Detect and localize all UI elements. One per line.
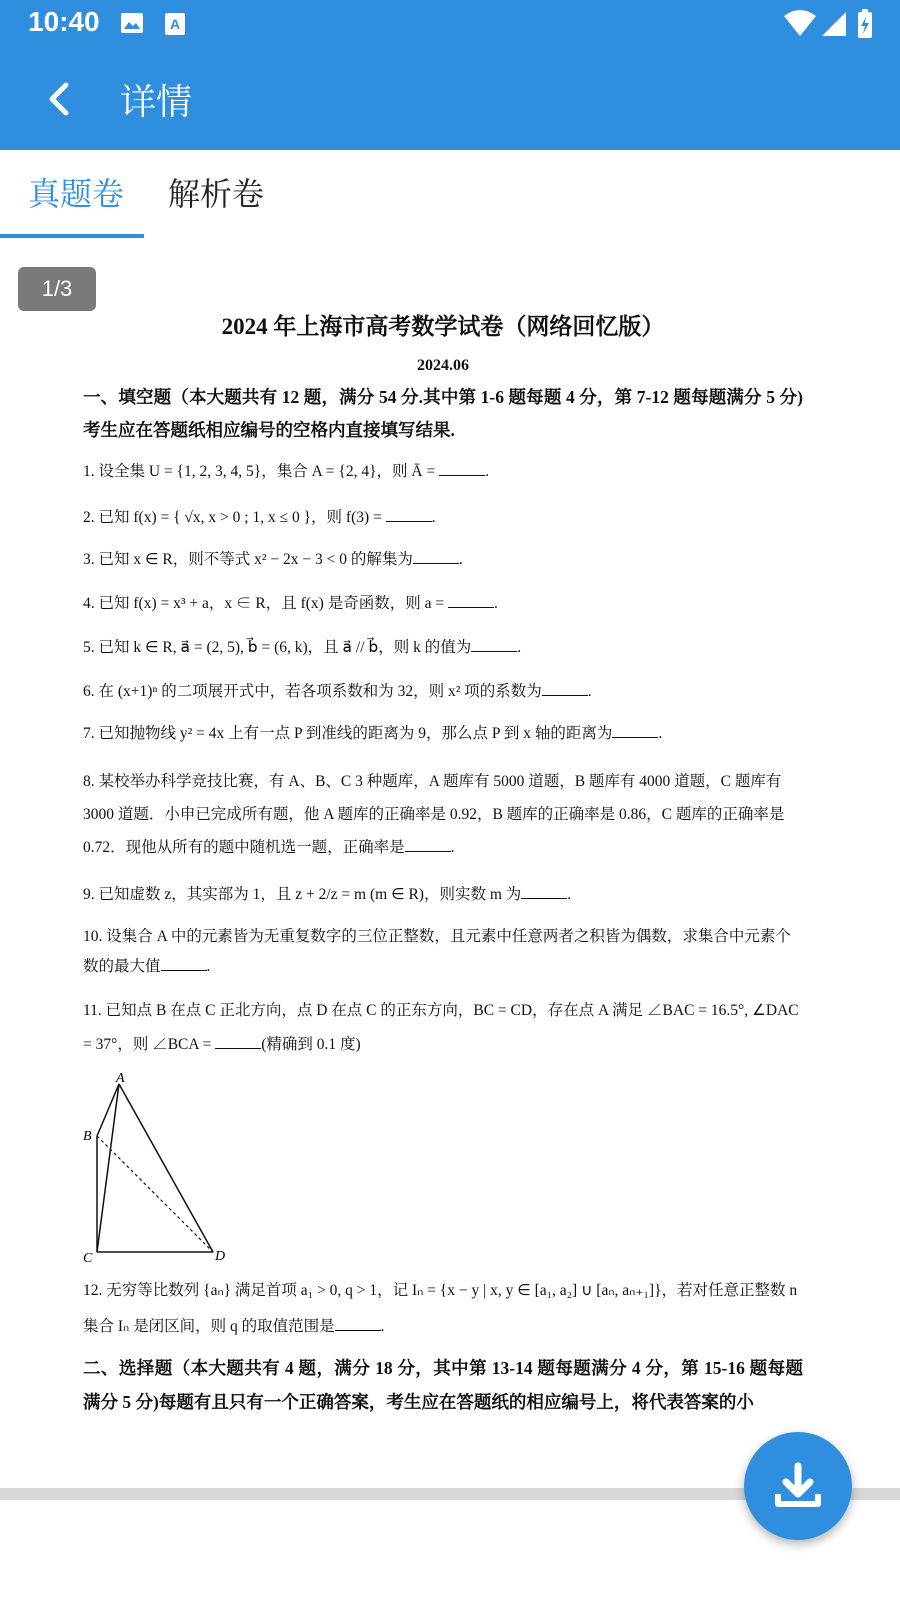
page-title: 详情 [120, 82, 193, 123]
title-bar [0, 56, 900, 140]
tab-bar [0, 150, 900, 240]
svg-text:A: A [169, 16, 181, 32]
back-arrow-icon [44, 82, 74, 116]
triangle-figure [83, 1072, 803, 1267]
question-11: 11. 已知点 B 在点 C 正北方向，点 D 在点 C 的正东方向，BC = CD，存在点 A 满足 ∠BAC = 16.5°, ∠DAC = 37°，则 ∠BCA = (精确到 0.1 度) [83, 1002, 799, 1053]
section-heading-fill: 一、填空题（本大题共有 12 题，满分 54 分.其中第 1-6 题每题 4 分，第 7-12 题每题满分 5 分)考生应在答题纸相应编号的空格内直接填写结果. [83, 387, 803, 440]
tab-indicator [0, 234, 144, 238]
document-title: 2024 年上海市高考数学试卷（网络回忆版） [221, 314, 665, 339]
status-time: 10:40 [28, 6, 100, 37]
exam-page [83, 298, 803, 1419]
question-5: 5. 已知 k ∈ R, a⃗ = (2, 5), b⃗ = (6, k)，且 a⃗ // b⃗，则 k 的值为 . [83, 639, 522, 656]
image-icon [120, 12, 144, 38]
vertex-b: B [83, 1129, 92, 1144]
vertex-a: A [116, 1072, 125, 1086]
back-button[interactable] [34, 74, 84, 124]
download-icon [772, 1460, 824, 1512]
question-8: 8. 某校举办科学竞技比赛，有 A、B、C 3 种题库，A 题库有 5000 道题，B 题库有 4000 道题，C 题库有 3000 道题．小申已完成所有题，他 A 题库的正确率是 0.92，B 题库的正确率是 0.86，C 题库的正确率是 0.72．现他从所有的题中随机选一题，正确率是 . [83, 773, 785, 856]
question-9: 9. 已知虚数 z，其实部为 1，且 z + 2/z = m (m ∈ R)，则实数 m 为 . [83, 886, 572, 903]
question-6: 6. 在 (x+1)ⁿ 的二项展开式中，若各项系数和为 32，则 x² 项的系数为 . [83, 683, 592, 700]
download-button[interactable] [744, 1432, 852, 1540]
status-icons [782, 8, 882, 40]
signal-icon [822, 12, 846, 36]
page-indicator: 1/3 [18, 267, 96, 311]
status-bar [0, 0, 900, 48]
question-1: 1. 设全集 U = {1, 2, 3, 4, 5}，集合 A = {2, 4}，则 Ā = . [83, 463, 489, 480]
document-date: 2024.06 [417, 357, 469, 374]
app-bar [0, 0, 900, 150]
question-2: 2. 已知 f(x) = { √x, x > 0 ; 1, x ≤ 0 }，则 f(3) = . [83, 509, 436, 526]
vertex-c: C [83, 1251, 93, 1262]
status-right [782, 8, 882, 44]
question-7: 7. 已知抛物线 y² = 4x 上有一点 P 到准线的距离为 9，那么点 P 到 x 轴的距离为 . [83, 725, 663, 742]
document-viewer[interactable] [0, 240, 900, 1512]
tab-real-exam[interactable]: 真题卷 [28, 175, 125, 213]
wifi-icon [784, 10, 816, 36]
question-12: 12. 无穷等比数列 {aₙ} 满足首项 a₁ > 0, q > 1，记 Iₙ = {x − y | x, y ∈ [a₁, a₂] ∪ [aₙ, aₙ₊₁]}，若对任意正整数 n 集合 Iₙ 是闭区间，则 q 的取值范围是 . [83, 1282, 798, 1335]
tab-analysis[interactable]: 解析卷 [168, 175, 265, 213]
text-a-icon [164, 12, 186, 40]
question-4: 4. 已知 f(x) = x³ + a，x ∈ R，且 f(x) 是奇函数，则 a = . [83, 595, 498, 612]
question-3: 3. 已知 x ∈ R，则不等式 x² − 2x − 3 < 0 的解集为 . [83, 551, 463, 568]
question-10: 10. 设集合 A 中的元素皆为无重复数字的三位正整数，且元素中任意两者之积皆为偶数，求集合中元素个数的最大值 . [83, 928, 791, 975]
section-heading-choice: 二、选择题（本大题共有 4 题，满分 18 分，其中第 13-14 题每题满分 4 分，第 15-16 题每题满分 5 分)每题有且只有一个正确答案，考生应在答题纸的相应编号上，将代表答案的小 [83, 1358, 803, 1412]
vertex-d: D [215, 1249, 226, 1262]
